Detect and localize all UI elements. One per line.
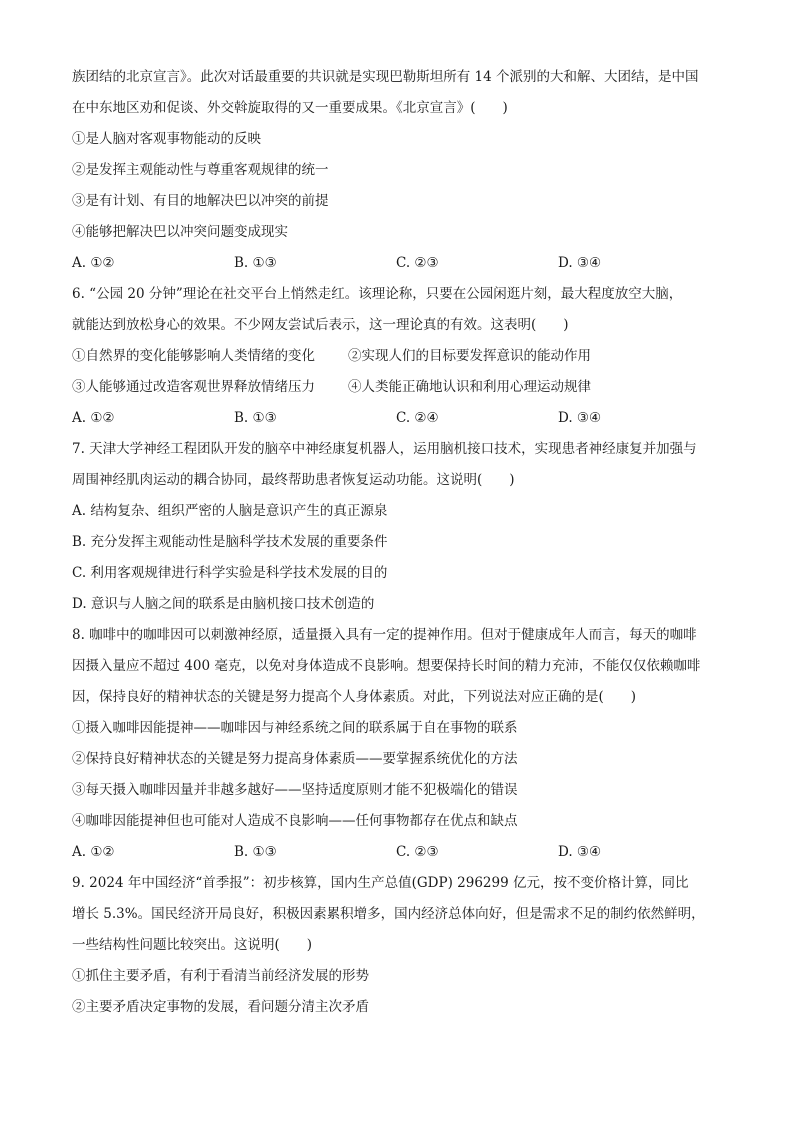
statement-4: ④人类能正确地认识和利用心理运动规律 (348, 379, 591, 395)
question-8-stem: 8. 咖啡中的咖啡因可以刺激神经原，适量摄入具有一定的提神作用。但对于健康成年人而言，每天的咖啡 (72, 627, 697, 643)
statement-2: ②实现人们的目标要发挥意识的能动作用 (348, 348, 591, 364)
option-b: B. ①③ (234, 844, 277, 860)
question-7-stem-cont: 周围神经肌肉运动的耦合协同，最终帮助患者恢复运动功能。这说明( ) (72, 472, 515, 488)
statement-2: ②主要矛盾决定事物的发展，看问题分清主次矛盾 (72, 999, 369, 1015)
statement-2: ②是发挥主观能动性与尊重客观规律的统一 (72, 162, 329, 178)
option-c: C. ②③ (396, 844, 439, 860)
option-a: A. ①② (72, 410, 115, 426)
statement-1: ①摄入咖啡因能提神——咖啡因与神经系统之间的联系属于自在事物的联系 (72, 720, 518, 736)
option-b: B. 充分发挥主观能动性是脑科学技术发展的重要条件 (72, 534, 388, 550)
question-8-stem-cont: 因，保持良好的精神状态的关键是努力提高个人身体素质。对此，下列说法对应正确的是( ) (72, 689, 637, 705)
passage-line: 族团结的北京宣言》。此次对话最重要的共识就是实现巴勒斯坦所有 14 个派别的大和解、大团结，是中国 (72, 69, 699, 85)
statement-3: ③是有计划、有目的地解决巴以冲突的前提 (72, 193, 329, 209)
statement-3: ③每天摄入咖啡因量并非越多越好——坚持适度原则才能不犯极端化的错误 (72, 782, 518, 798)
statement-4: ④能够把解决巴以冲突问题变成现实 (72, 224, 288, 240)
option-d: D. ③④ (558, 844, 602, 860)
answer-options (72, 403, 722, 434)
option-d: D. ③④ (558, 410, 602, 426)
question-9-stem-cont: 增长 5.3%。国民经济开局良好，积极因素累积增多，国内经济总体向好，但是需求不足的制约依然鲜明， (72, 906, 705, 922)
statement-row (72, 372, 722, 403)
option-b: B. ①③ (234, 410, 277, 426)
option-b: B. ①③ (234, 255, 277, 271)
question-9-stem: 9. 2024 年中国经济“首季报”：初步核算，国内生产总值(GDP) 296299 亿元，按不变价格计算，同比 (72, 875, 689, 891)
option-c: C. ②③ (396, 255, 439, 271)
question-6-stem: 6. “公园 20 分钟”理论在社交平台上悄然走红。该理论称，只要在公园闲逛片刻，最大程度放空大脑， (72, 286, 683, 302)
statement-1: ①是人脑对客观事物能动的反映 (72, 131, 261, 147)
question-8-stem-cont: 因摄入量应不超过 400 毫克，以免对身体造成不良影响。想要保持长时间的精力充沛，不能仅仅依赖咖啡 (72, 658, 701, 674)
answer-options (72, 248, 722, 279)
option-c: C. 利用客观规律进行科学实验是科学技术发展的目的 (72, 565, 388, 581)
option-d: D. 意识与人脑之间的联系是由脑机接口技术创造的 (72, 596, 375, 612)
statement-1: ①抓住主要矛盾，有利于看清当前经济发展的形势 (72, 968, 369, 984)
statement-4: ④咖啡因能提神但也可能对人造成不良影响——任何事物都存在优点和缺点 (72, 813, 518, 829)
statement-row (72, 341, 722, 372)
statement-2: ②保持良好精神状态的关键是努力提高身体素质——要掌握系统优化的方法 (72, 751, 518, 767)
option-d: D. ③④ (558, 255, 602, 271)
question-7-stem: 7. 天津大学神经工程团队开发的脑卒中神经康复机器人，运用脑机接口技术，实现患者神经康复并加强与 (72, 441, 697, 457)
option-a: A. ①② (72, 255, 115, 271)
option-a: A. 结构复杂、组织严密的人脑是意识产生的真正源泉 (72, 503, 388, 519)
exam-page (72, 62, 722, 1023)
statement-1: ①自然界的变化能够影响人类情绪的变化 (72, 348, 315, 364)
question-9-stem-cont: 一些结构性问题比较突出。这说明( ) (72, 937, 313, 953)
question-stem: 在中东地区劝和促谈、外交斡旋取得的又一重要成果。《北京宣言》( ) (72, 100, 508, 116)
option-a: A. ①② (72, 844, 115, 860)
question-6-stem-cont: 就能达到放松身心的效果。不少网友尝试后表示，这一理论真的有效。这表明( ) (72, 317, 569, 333)
answer-options (72, 837, 722, 868)
option-c: C. ②④ (396, 410, 439, 426)
statement-3: ③人能够通过改造客观世界释放情绪压力 (72, 379, 315, 395)
